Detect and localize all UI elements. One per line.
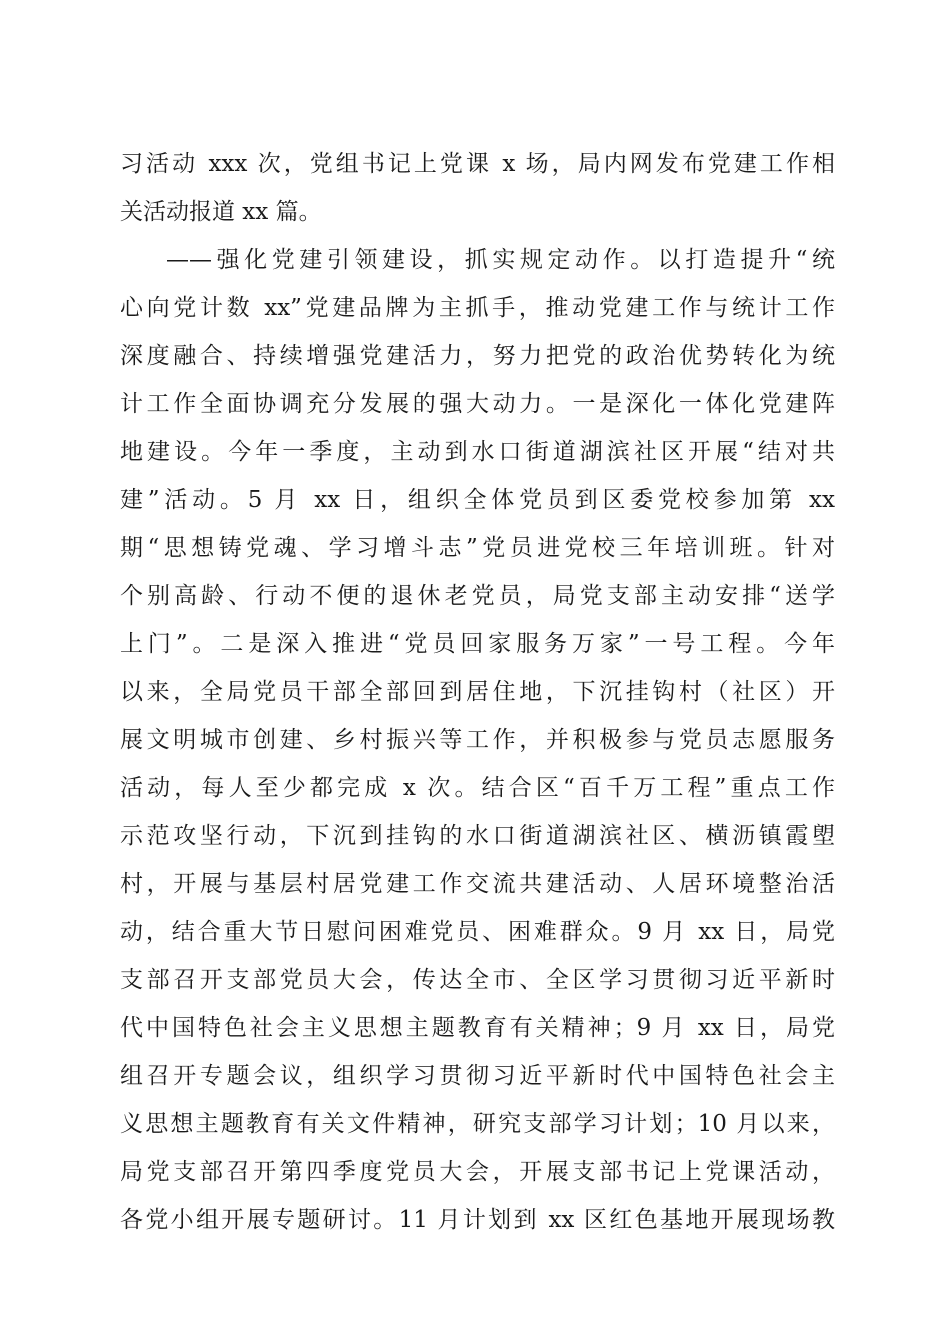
text-line: 动，结合重大节日慰问困难党员、困难群众。9 月 xx 日，局党 (120, 919, 835, 945)
document-body (120, 140, 835, 1244)
text-line: 建”活动。5 月 xx 日，组织全体党员到区委党校参加第 xx (120, 487, 835, 513)
text-line: 以来，全局党员干部全部回到居住地，下沉挂钩村（社区）开 (120, 679, 835, 705)
text-line: 计工作全面协调充分发展的强大动力。一是深化一体化党建阵 (120, 391, 835, 417)
text-line: 代中国特色社会主义思想主题教育有关精神；9 月 xx 日，局党 (120, 1015, 835, 1041)
text-line: 个别高龄、行动不便的退休老党员，局党支部主动安排“送学 (120, 583, 835, 609)
text-line: 关活动报道 xx 篇。 (120, 199, 322, 225)
text-line: 义思想主题教育有关文件精神，研究支部学习计划；10 月以来， (120, 1111, 835, 1137)
text-line: 局党支部召开第四季度党员大会，开展支部书记上党课活动， (120, 1159, 835, 1185)
text-line: 活动，每人至少都完成 x 次。结合区“百千万工程”重点工作 (120, 775, 835, 801)
text-line: 心向党计数 xx”党建品牌为主抓手，推动党建工作与统计工作 (120, 295, 835, 321)
text-line: 村，开展与基层村居党建工作交流共建活动、人居环境整治活 (120, 871, 835, 897)
text-line: 支部召开支部党员大会，传达全市、全区学习贯彻习近平新时 (120, 967, 835, 993)
text-line: 地建设。今年一季度，主动到水口街道湖滨社区开展“结对共 (120, 439, 835, 465)
text-line: 各党小组开展专题研讨。11 月计划到 xx 区红色基地开展现场教 (120, 1207, 835, 1233)
text-line: 组召开专题会议，组织学习贯彻习近平新时代中国特色社会主 (120, 1063, 835, 1089)
text-line: 展文明城市创建、乡村振兴等工作，并积极参与党员志愿服务 (120, 727, 835, 753)
section-heading-line: ——强化党建引领建设，抓实规定动作。以打造提升“统 (166, 247, 835, 273)
text-line: 上门”。二是深入推进“党员回家服务万家”一号工程。今年 (120, 631, 835, 657)
text-line: 深度融合、持续增强党建活力，努力把党的政治优势转化为统 (120, 343, 835, 369)
text-line: 习活动 xxx 次，党组书记上党课 x 场，局内网发布党建工作相 (120, 151, 835, 177)
text-line: 示范攻坚行动，下沉到挂钩的水口街道湖滨社区、横沥镇霞塱 (120, 823, 835, 849)
text-line: 期“思想铸党魂、学习增斗志”党员进党校三年培训班。针对 (120, 535, 835, 561)
